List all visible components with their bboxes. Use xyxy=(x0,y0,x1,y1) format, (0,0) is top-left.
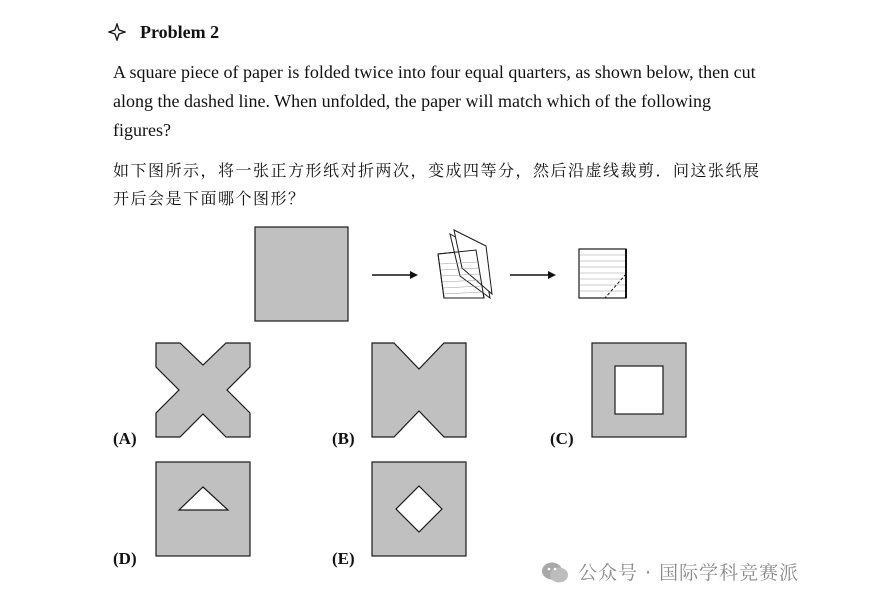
problem-title: Problem 2 xyxy=(140,22,220,42)
x-cross-shape xyxy=(154,341,252,439)
folded-quarter-with-cut-line xyxy=(579,249,626,298)
wechat-icon xyxy=(540,560,570,584)
option-label: (A) xyxy=(113,429,137,448)
unfolded-square xyxy=(255,227,348,321)
half-folded-paper xyxy=(438,230,492,298)
diamond-hole-shape xyxy=(370,460,468,558)
four-point-star-icon xyxy=(108,23,126,41)
option-label: (D) xyxy=(113,549,137,568)
square-frame-shape xyxy=(590,341,688,439)
arrow-icon xyxy=(510,271,556,279)
folding-diagram xyxy=(250,222,650,324)
option-label: (B) xyxy=(332,429,355,448)
problem-text-chinese: 如下图所示，将一张正方形纸对折两次，变成四等分，然后沿虚线裁剪．问这张纸展开后会是下面哪个图形？ xyxy=(113,161,761,208)
arrow-icon xyxy=(372,271,418,279)
problem-header xyxy=(108,20,219,44)
option-label: (C) xyxy=(550,429,574,448)
notched-square-shape xyxy=(370,341,468,439)
problem-text-english: A square piece of paper is folded twice into four equal quarters, as shown below, then cut along the dashed line. When unfolded, the paper will match which of the following figures? xyxy=(113,62,756,140)
watermark xyxy=(540,558,799,585)
option-label: (E) xyxy=(332,549,355,568)
triangle-hole-shape xyxy=(154,460,252,558)
watermark-text: 公众号 · 国际学科竞赛派 xyxy=(578,562,800,584)
